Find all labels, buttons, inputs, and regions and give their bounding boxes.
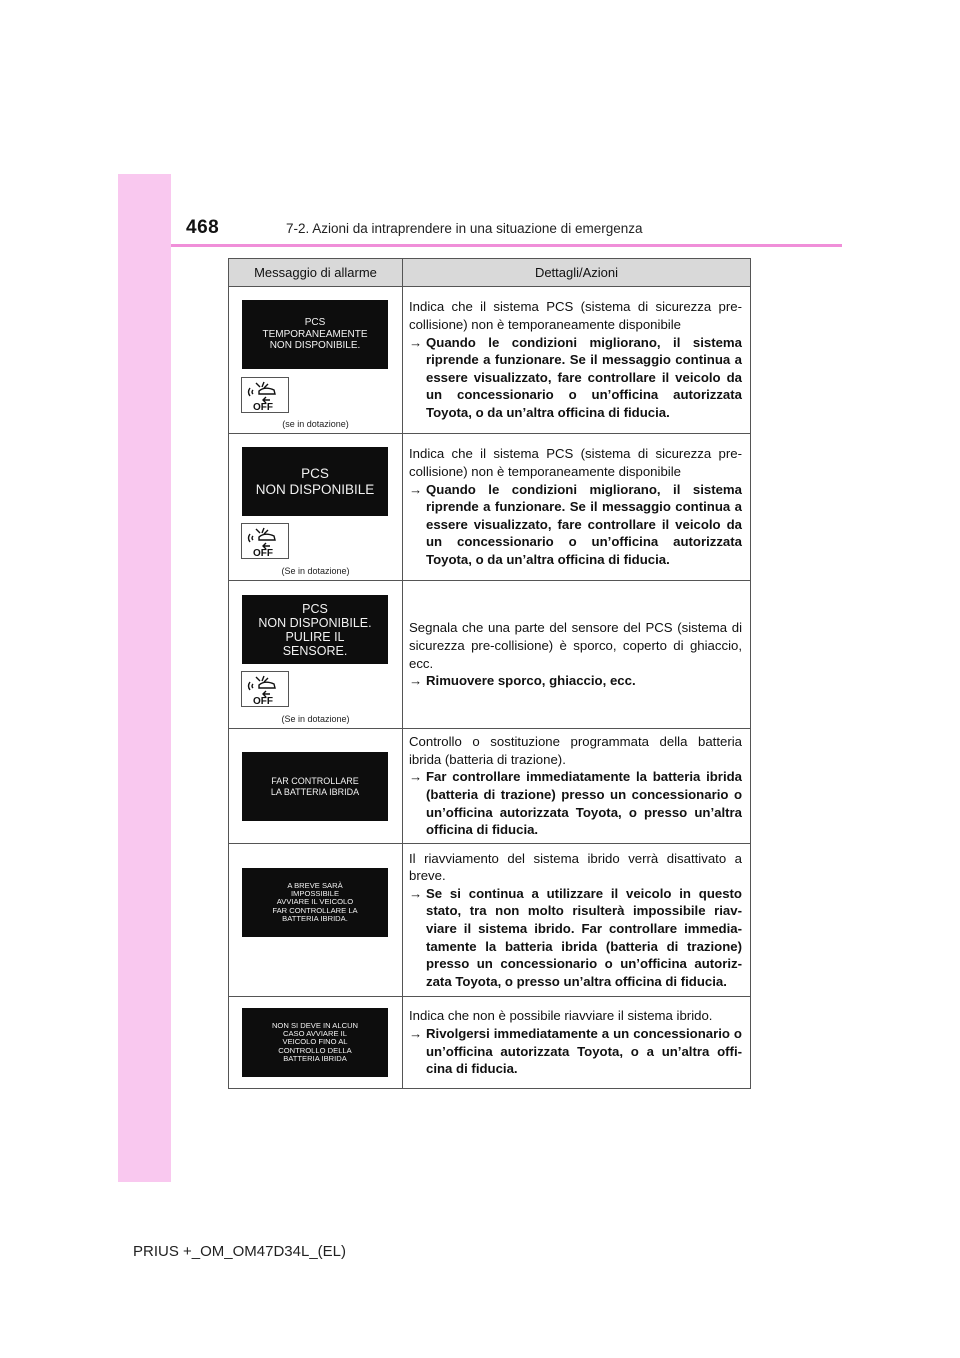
message-cell <box>229 581 403 729</box>
message-cell <box>229 997 403 1089</box>
svg-text:OFF: OFF <box>253 402 273 412</box>
display-screen-message: NON SI DEVE IN ALCUN CASO AVVIARE IL VEICOLO FINO AL CONTROLLO DELLA BATTERIA IBRIDA <box>242 1008 388 1077</box>
warning-message-table <box>228 258 751 1089</box>
detail-description: Indica che non è possibile riavviare il sistema ibrido. <box>409 1008 713 1024</box>
table-row <box>229 729 751 844</box>
detail-action: → Rivolgersi immediatamente a un concessionario o un’officina autorizzata Toyota, o a un’altra offi-cina di fiducia. <box>409 1025 742 1077</box>
display-screen-message: PCS NON DISPONIBILE. PULIRE IL SENSORE. <box>242 595 388 664</box>
arrow-icon: → <box>409 1025 423 1041</box>
detail-description: Il riavviamento del sistema ibrido verrà disattivato a breve. <box>409 850 742 884</box>
message-cell <box>229 844 403 997</box>
page-number: 468 <box>186 217 220 238</box>
table-header-row <box>229 259 751 287</box>
details-cell <box>403 997 751 1089</box>
table-row <box>229 287 751 434</box>
pcs-off-switch-icon <box>241 671 289 707</box>
table-row <box>229 434 751 581</box>
table-row <box>229 844 751 997</box>
column-header-message: Messaggio di allarme <box>229 259 403 287</box>
detail-action: → Se si continua a utilizzare il veicolo in questo stato, tra non molto risulterà impossibile riav-viare il sistema ibrido. Far controllare immedia-tamente la batteria ibrida (batteria di trazione) presso un concessionario o un’officina autoriz-zata Toyota, o presso un’altra officina di fiducia. <box>409 885 742 989</box>
footer-model-code: PRIUS +_OM_OM47D34L_(EL) <box>133 1243 347 1260</box>
display-screen-message: FAR CONTROLLARE LA BATTERIA IBRIDA <box>242 752 388 821</box>
svg-text:OFF: OFF <box>253 696 273 706</box>
details-cell <box>403 287 751 434</box>
pcs-off-switch-icon <box>241 523 289 559</box>
section-title: 7-2. Azioni da intraprendere in una situazione di emergenza <box>286 221 643 236</box>
optional-equipment-note: (se in dotazione) <box>282 419 349 429</box>
arrow-icon: → <box>409 334 423 350</box>
svg-text:OFF: OFF <box>253 548 273 558</box>
detail-action: → Rimuovere sporco, ghiaccio, ecc. <box>409 673 636 689</box>
details-cell <box>403 844 751 997</box>
detail-action: → Quando le condizioni migliorano, il sistema riprende a funzionare. Se il messaggio continua a essere visualizzato, fare controllare il veicolo da un concessionario o un’officina autorizzata Toyota, o da un’altra officina di fiducia. <box>409 334 742 420</box>
display-screen-message: A BREVE SARÀ IMPOSSIBILE AVVIARE IL VEICOLO FAR CONTROLLARE LA BATTERIA IBRIDA. <box>242 868 388 937</box>
arrow-icon: → <box>409 673 423 689</box>
message-cell <box>229 434 403 581</box>
details-cell <box>403 729 751 844</box>
arrow-icon: → <box>409 769 423 785</box>
optional-equipment-note: (Se in dotazione) <box>281 566 350 576</box>
detail-description: Indica che il sistema PCS (sistema di sicurezza pre-collisione) non è temporaneamente disponibile <box>409 299 742 333</box>
column-header-details: Dettagli/Azioni <box>403 259 751 287</box>
detail-description: Controllo o sostituzione programmata della batteria ibrida (batteria di trazione). <box>409 734 742 767</box>
pcs-off-switch-icon <box>241 377 289 413</box>
details-cell <box>403 581 751 729</box>
table-row <box>229 581 751 729</box>
details-cell <box>403 434 751 581</box>
detail-description: Segnala che una parte del sensore del PCS (sistema di sicurezza pre-collisione) è sporco, coperto di ghiaccio, ecc. <box>409 620 742 671</box>
arrow-icon: → <box>409 885 423 901</box>
message-cell <box>229 287 403 434</box>
chapter-side-strip <box>118 174 171 1182</box>
display-screen-message: PCS NON DISPONIBILE <box>242 447 388 516</box>
detail-description: Indica che il sistema PCS (sistema di sicurezza pre-collisione) non è temporaneamente disponibile <box>409 446 742 480</box>
display-screen-message: PCS TEMPORANEAMENTE NON DISPONIBILE. <box>242 300 388 369</box>
detail-action: → Quando le condizioni migliorano, il sistema riprende a funzionare. Se il messaggio continua a essere visualizzato, fare controllare il veicolo da un concessionario o un’officina autorizzata Toyota, o da un’altra officina di fiducia. <box>409 481 742 567</box>
arrow-icon: → <box>409 481 423 497</box>
optional-equipment-note: (Se in dotazione) <box>281 714 350 724</box>
header-divider <box>171 244 842 247</box>
message-cell <box>229 729 403 844</box>
detail-action: → Far controllare immediatamente la batteria ibrida (batteria di trazione) presso un concessionario o un’officina autorizzata Toyota, o presso un’altra officina di fiducia. <box>409 769 742 838</box>
table-row <box>229 997 751 1089</box>
